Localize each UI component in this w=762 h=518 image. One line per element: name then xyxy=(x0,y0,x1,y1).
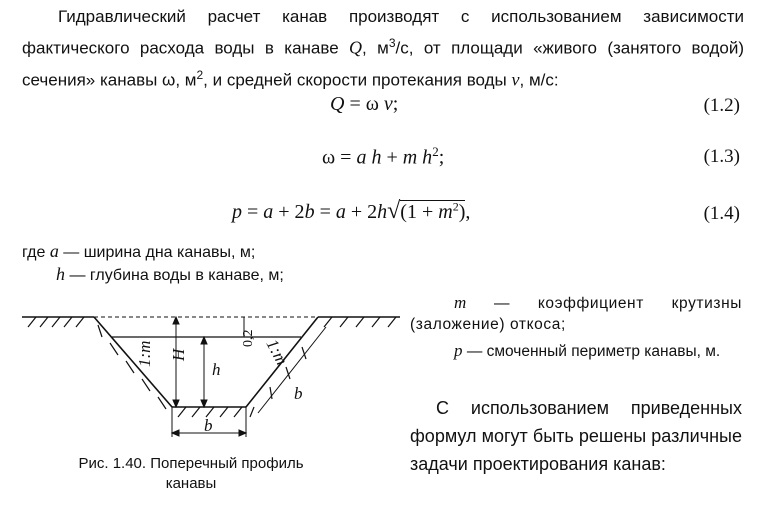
closing-paragraph: С использованием приведенных формул могут быть решены различные задачи проектирования канав: xyxy=(410,398,742,474)
definition-h: h — глубина воды в канаве, м; xyxy=(56,264,284,284)
equation-number-1-2: (1.2) xyxy=(703,95,740,116)
equation-omega: ω = a h + m $h^2$; xyxy=(322,144,445,169)
equation-number-1-4: (1.4) xyxy=(703,203,740,224)
label-b-bottom: b xyxy=(204,416,213,435)
label-b-slope: b xyxy=(294,384,303,403)
dimension-b-slope-line xyxy=(258,327,326,413)
definition-m: m — коэффициент крутизны (заложение) откоса; xyxy=(410,293,742,333)
ditch-profile-figure xyxy=(22,303,402,451)
definition-p: p — смоченный периметр канавы, м. xyxy=(454,341,721,360)
label-freeboard: 0,2 xyxy=(241,329,256,347)
label-h: h xyxy=(212,360,221,379)
intro-paragraph: Гидравлический расчет канав производят с использованием зависимости фактического расхода воды в канаве Q, $м^3/с$, от площади «живого (занятого водой) сечения» канавы ω, $м^2$, и средней скорости протекания воды v, м/с: xyxy=(22,7,744,90)
equation-perimeter: $p = a + 2b = a + 2h√(1 + m^2)$, xyxy=(232,198,471,224)
equation-q: Q = ω v; xyxy=(330,93,399,115)
equation-number-1-3: (1.3) xyxy=(703,146,740,167)
label-m-right: 1:m xyxy=(262,335,292,369)
label-m-left: 1:m xyxy=(135,340,154,367)
definition-a: где a — ширина дна канавы, м; xyxy=(22,241,256,261)
figure-caption xyxy=(56,454,326,494)
label-H: H xyxy=(169,348,188,361)
figure-caption-line-2: канавы xyxy=(165,475,217,492)
figure-caption-line-1: Рис. 1.40. Поперечный профиль xyxy=(78,455,304,472)
left-slope xyxy=(94,317,172,407)
